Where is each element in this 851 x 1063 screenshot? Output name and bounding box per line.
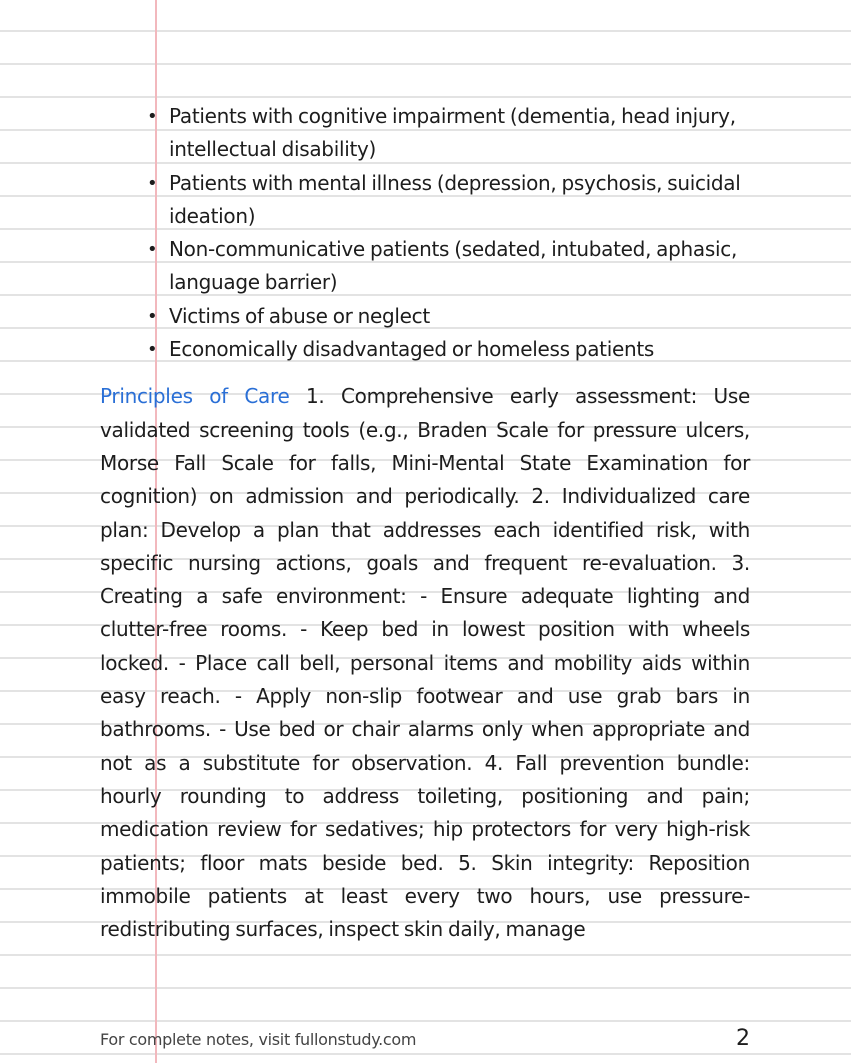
bullet-dot: • [147, 239, 158, 261]
list-item-text: Non-communicative patients (sedated, intubated, aphasic, language barrier) [169, 237, 737, 295]
bullet-dot: • [147, 339, 158, 361]
list-item [100, 333, 750, 366]
section-body: 1. Comprehensive early assessment: Use validated screening tools (e.g., Braden Scale for pressure ulcers, Morse Fall Scale for falls, Mini-Mental State Examination for cognition) on admission and periodically. 2. Individualized care plan: Develop a plan that addresses each identified risk, with specific nursing actions, goals and frequent re-evaluation. 3. Creating a safe environment: - Ensure adequate lighting and clutter-free rooms. - Keep bed in lowest position with wheels locked. - Place call bell, personal items and mobility aids within easy reach. - Apply non-slip footwear and use grab bars in bathrooms. - Use bed or chair alarms only when appropriate and not as a substitute for observation. 4. Fall prevention bundle: hourly rounding to address toileting, positioning and pain; medication review for sedatives; hip protectors for very high-risk patients; floor mats beside bed. 5. Skin integrity: Reposition immobile patients at least every two hours, use pressure-redistributing surfaces, inspect skin daily, manage [100, 384, 750, 942]
page-number: 2 [736, 1026, 750, 1051]
vulnerable-patients-list [100, 100, 750, 366]
list-item-text: Economically disadvantaged or homeless patients [169, 337, 654, 362]
list-item-text: Victims of abuse or neglect [169, 303, 430, 328]
bullet-dot: • [147, 172, 158, 194]
list-item [100, 100, 750, 167]
section-heading: Principles of Care [100, 384, 290, 409]
page-content [100, 100, 750, 946]
page-footer [100, 1026, 750, 1052]
list-item [100, 167, 750, 234]
list-item-text: Patients with mental illness (depression, psychosis, suicidal ideation) [169, 170, 741, 228]
bullet-dot: • [147, 106, 158, 127]
list-item-text: Patients with cognitive impairment (dementia, head injury, intellectual disability) [169, 104, 736, 162]
principles-of-care-paragraph [100, 380, 750, 946]
list-item [100, 233, 750, 300]
list-item [100, 300, 750, 333]
footer-text: For complete notes, visit fullonstudy.com [100, 1030, 417, 1049]
bullet-dot: • [147, 305, 158, 327]
